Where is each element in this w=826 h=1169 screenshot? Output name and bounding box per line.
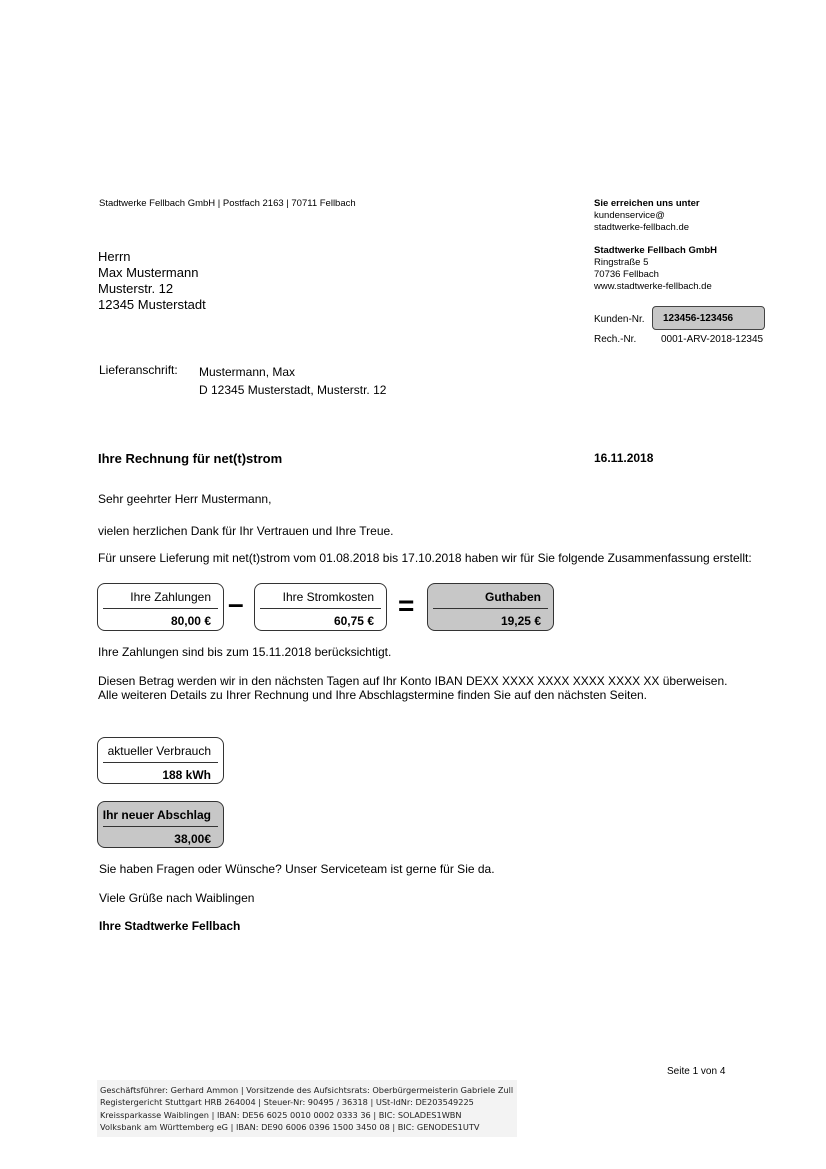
new-installment-label: Ihr neuer Abschlag bbox=[102, 808, 211, 822]
greeting: Viele Grüße nach Waiblingen bbox=[99, 891, 255, 905]
customer-no-label: Kunden-Nr. bbox=[594, 314, 645, 325]
customer-no-value: 123456-123456 bbox=[652, 306, 765, 330]
footer-line: Kreissparkasse Waiblingen | IBAN: DE56 6025 0010 0002 0333 36 | BIC: SOLADES1WBN bbox=[100, 1109, 462, 1120]
credit-box bbox=[427, 583, 554, 631]
divider bbox=[433, 608, 548, 609]
summary-intro: Für unsere Lieferung mit net(t)strom vom 01.08.2018 bis 17.10.2018 haben wir für Sie folgende Zusammenfassung erstellt: bbox=[98, 551, 752, 565]
footer-line: Registergericht Stuttgart HRB 264004 | Steuer-Nr: 90495 / 36318 | USt-IdNr: DE203549225 bbox=[100, 1097, 474, 1108]
divider bbox=[260, 608, 381, 609]
salutation: Sehr geehrter Herr Mustermann, bbox=[98, 492, 272, 506]
signature: Ihre Stadtwerke Fellbach bbox=[99, 919, 241, 933]
questions-paragraph: Sie haben Fragen oder Wünsche? Unser Serviceteam ist gerne für Sie da. bbox=[99, 862, 495, 876]
payments-value: 80,00 € bbox=[170, 614, 211, 628]
contact-company: Stadtwerke Fellbach GmbH bbox=[594, 245, 718, 256]
letter-date: 16.11.2018 bbox=[594, 451, 654, 465]
transfer-line-2: Alle weiteren Details zu Ihrer Rechnung und Ihre Abschlagstermine finden Sie auf den nächsten Seiten. bbox=[98, 688, 647, 702]
divider bbox=[103, 826, 218, 827]
transfer-line-1: Diesen Betrag werden wir in den nächsten Tagen auf Ihr Konto IBAN DEXX XXXX XXXX XXXX XXXX XX überweisen. bbox=[98, 674, 728, 688]
invoice-no-value: 0001-ARV-2018-12345 bbox=[661, 334, 764, 345]
consumption-box bbox=[97, 737, 224, 784]
payments-note: Ihre Zahlungen sind bis zum 15.11.2018 berücksichtigt. bbox=[98, 645, 392, 659]
contact-email-line2: stadtwerke-fellbach.de bbox=[594, 222, 690, 233]
credit-label: Guthaben bbox=[485, 590, 541, 604]
contact-web: www.stadtwerke-fellbach.de bbox=[594, 281, 712, 292]
contact-heading: Sie erreichen uns unter bbox=[594, 198, 700, 209]
recipient-line: 12345 Musterstadt bbox=[98, 297, 206, 312]
delivery-street: D 12345 Musterstadt, Musterstr. 12 bbox=[199, 383, 387, 397]
payments-label: Ihre Zahlungen bbox=[130, 590, 211, 604]
recipient-line: Max Mustermann bbox=[98, 265, 199, 280]
costs-value: 60,75 € bbox=[333, 614, 374, 628]
recipient-line: Musterstr. 12 bbox=[98, 281, 174, 296]
new-installment-value: 38,00€ bbox=[174, 832, 211, 846]
footer-line: Volksbank am Württemberg eG | IBAN: DE90 6006 0396 1500 3450 08 | BIC: GENODES1UTV bbox=[100, 1121, 480, 1132]
sender-line: Stadtwerke Fellbach GmbH | Postfach 2163 | 70711 Fellbach bbox=[99, 198, 356, 209]
divider bbox=[103, 762, 218, 763]
payments-box bbox=[97, 583, 224, 631]
equals-sign: = bbox=[398, 590, 415, 621]
recipient-address bbox=[98, 249, 206, 313]
new-installment-box bbox=[97, 801, 224, 848]
legal-footer bbox=[97, 1080, 517, 1137]
delivery-label: Lieferanschrift: bbox=[99, 363, 178, 377]
letter-subject: Ihre Rechnung für net(t)strom bbox=[98, 451, 283, 466]
contact-street: Ringstraße 5 bbox=[594, 257, 649, 268]
footer-line: Geschäftsführer: Gerhard Ammon | Vorsitzende des Aufsichtsrats: Oberbürgermeisterin Gabriele Zull bbox=[100, 1085, 514, 1095]
contact-email-line1: kundenservice@ bbox=[594, 210, 665, 221]
invoice-no-label: Rech.-Nr. bbox=[594, 334, 637, 345]
contact-city: 70736 Fellbach bbox=[594, 269, 659, 280]
consumption-label: aktueller Verbrauch bbox=[107, 744, 211, 758]
contact-block bbox=[594, 198, 784, 293]
delivery-name: Mustermann, Max bbox=[199, 365, 296, 379]
minus-sign: – bbox=[228, 588, 244, 619]
credit-value: 19,25 € bbox=[500, 614, 541, 628]
thanks-paragraph: vielen herzlichen Dank für Ihr Vertrauen und Ihre Treue. bbox=[98, 524, 394, 538]
delivery-address bbox=[199, 363, 386, 399]
recipient-line: Herrn bbox=[98, 249, 131, 264]
consumption-value: 188 kWh bbox=[162, 768, 211, 782]
costs-label: Ihre Stromkosten bbox=[282, 590, 374, 604]
page-number: Seite 1 von 4 bbox=[667, 1066, 726, 1077]
costs-box bbox=[254, 583, 387, 631]
divider bbox=[103, 608, 218, 609]
